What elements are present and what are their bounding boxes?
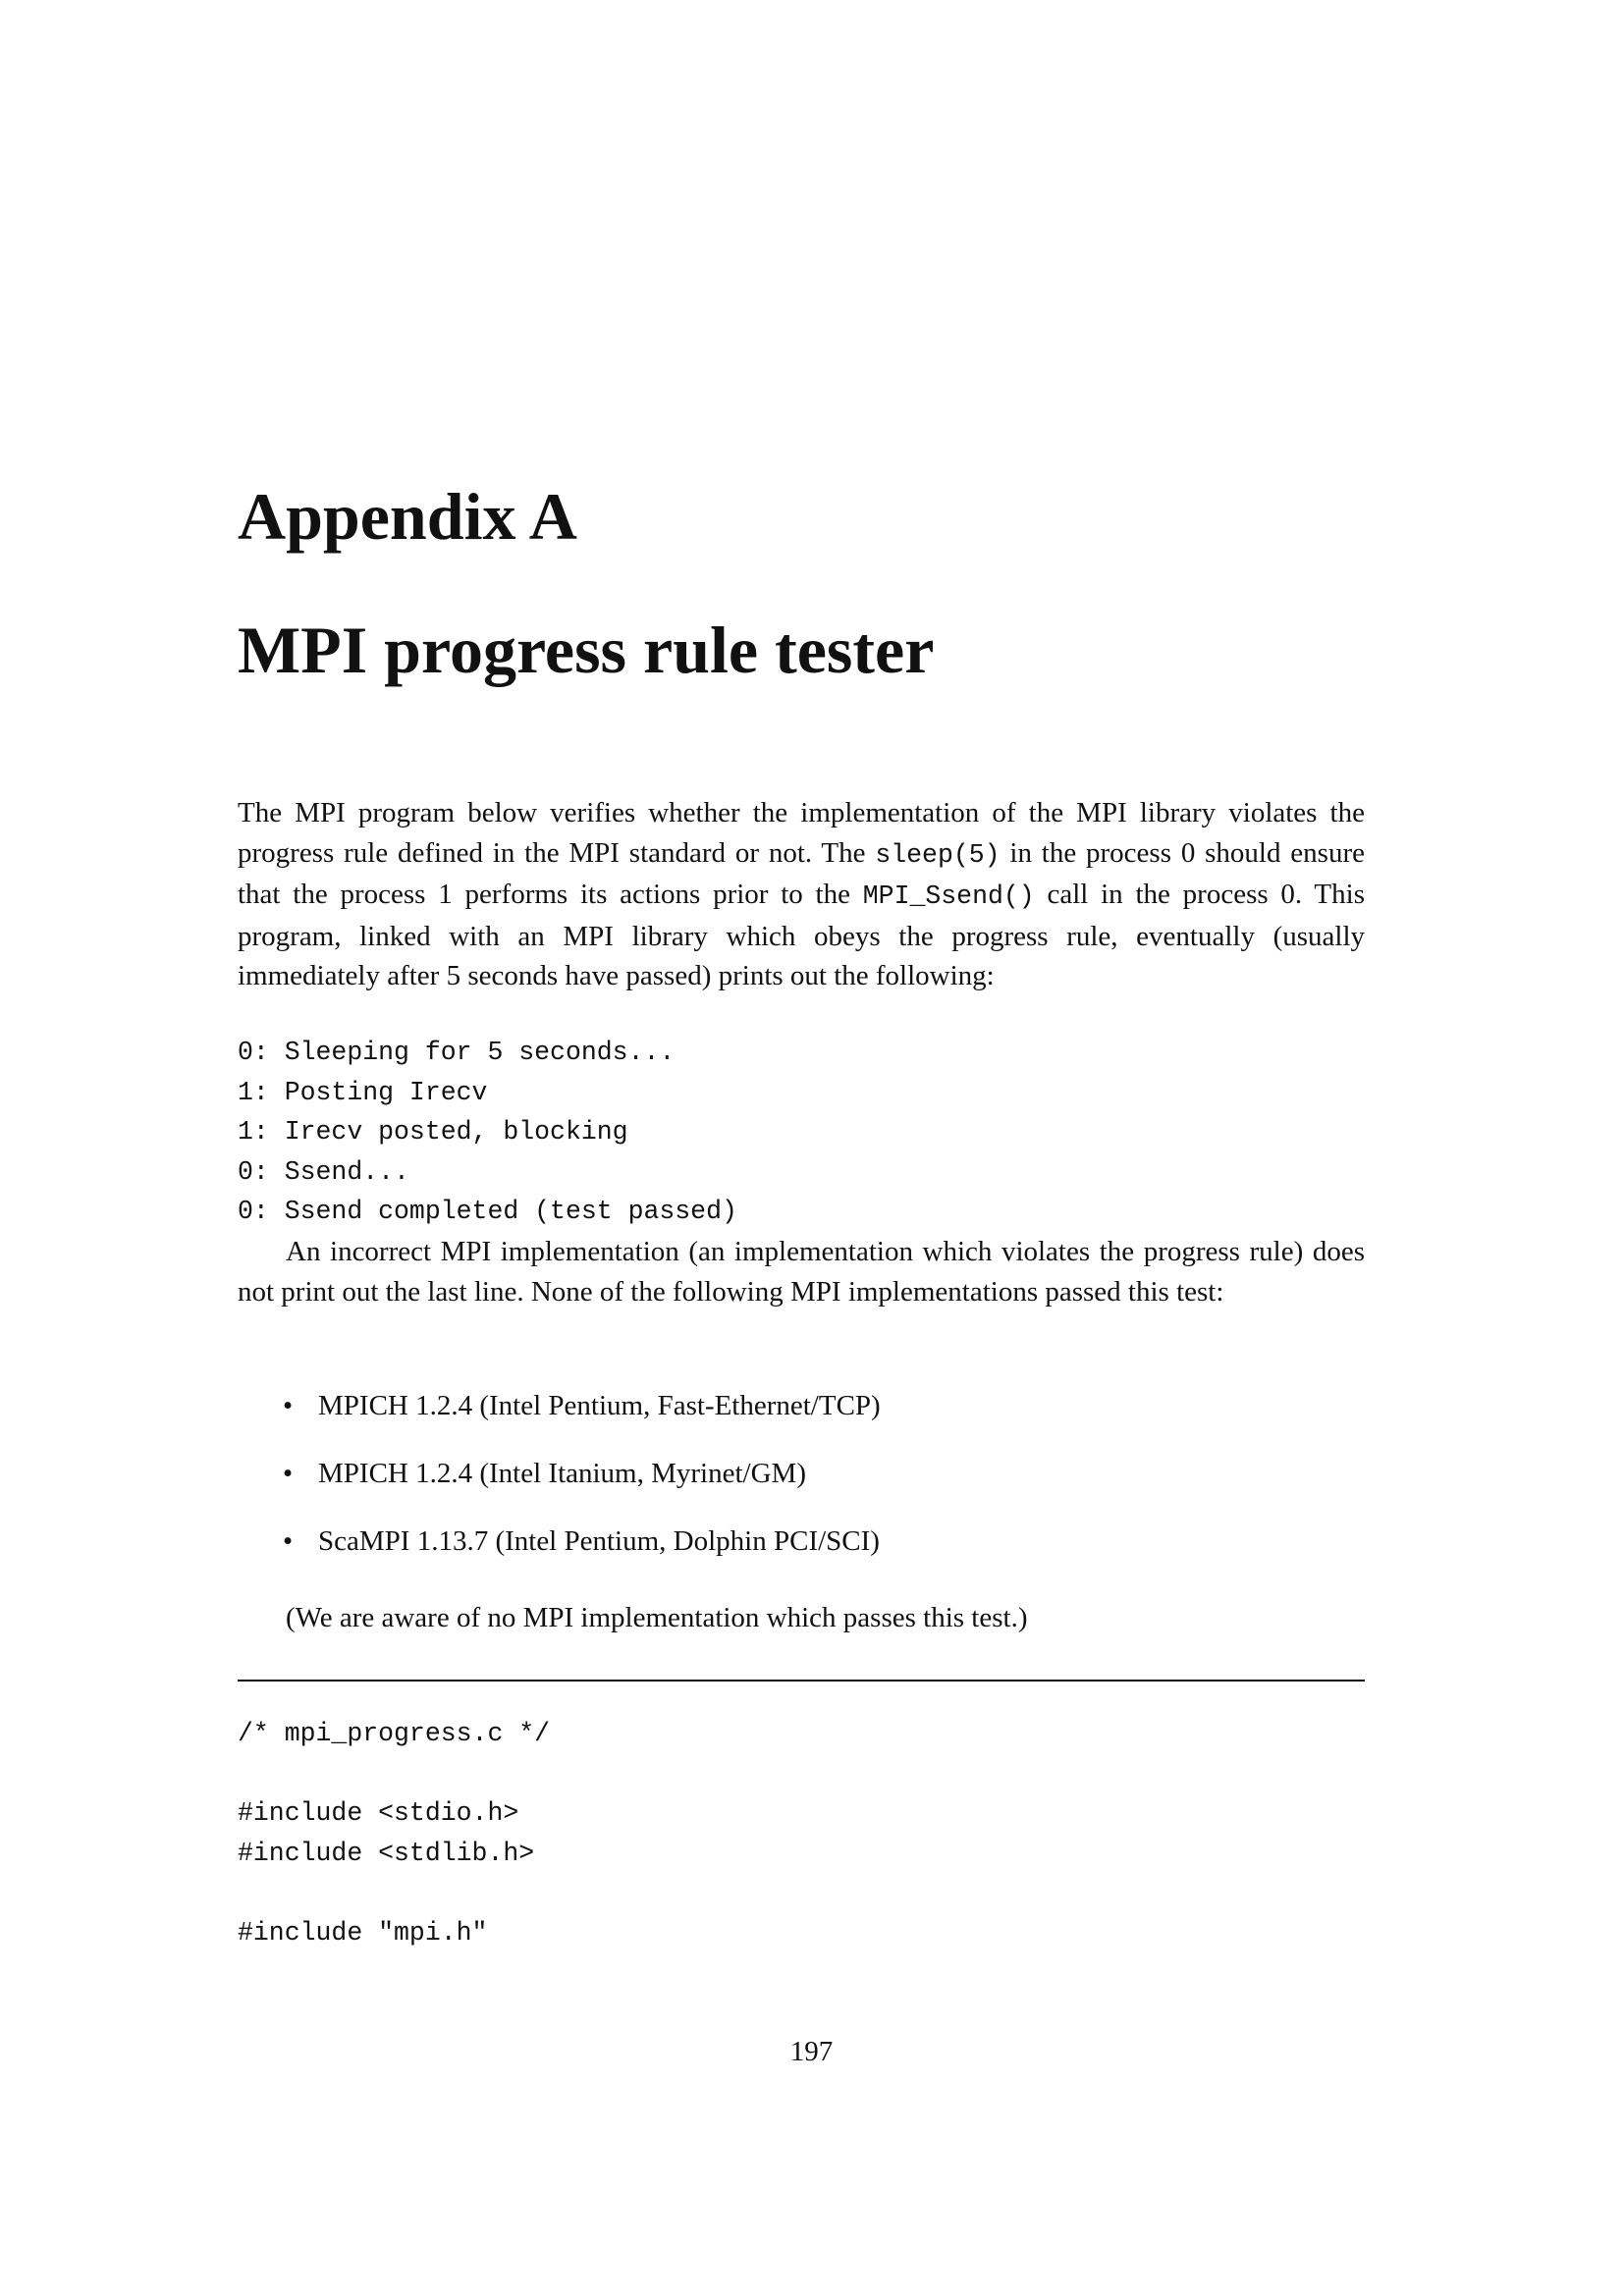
inline-code-ssend: MPI_Ssend() xyxy=(862,881,1035,912)
intro-text-1: The MPI program below verifies whether the implementation of the MPI library violates the progress rule defined in the MPI standard or not. The xyxy=(238,797,1365,869)
code-line: #include <stdlib.h> xyxy=(238,1838,535,1868)
list-item xyxy=(238,1522,1365,1562)
code-line: /* mpi_progress.c */ xyxy=(238,1719,551,1748)
bullet-icon: • xyxy=(283,1525,294,1558)
intro-paragraph xyxy=(238,793,1365,996)
inline-code-sleep: sleep(5) xyxy=(875,839,1001,870)
horizontal-rule xyxy=(238,1680,1365,1682)
code-line xyxy=(238,1873,1365,1913)
code-line: #include <stdio.h> xyxy=(238,1798,519,1829)
list-item-text: MPICH 1.2.4 (Intel Itanium, Myrinet/GM) xyxy=(318,1458,806,1490)
bullet-icon: • xyxy=(283,1458,294,1490)
output-line: 1: Irecv posted, blocking xyxy=(238,1117,628,1148)
list-item-text: ScaMPI 1.13.7 (Intel Pentium, Dolphin PCI/SCI) xyxy=(318,1525,880,1558)
output-line: 0: Ssend... xyxy=(238,1156,409,1187)
output-line: 1: Posting Irecv xyxy=(238,1077,488,1107)
bullet-icon: • xyxy=(283,1390,294,1421)
failed-implementations-list xyxy=(238,1386,1365,1589)
output-line: 0: Sleeping for 5 seconds... xyxy=(238,1038,676,1067)
output-line: 0: Ssend completed (test passed) xyxy=(238,1197,737,1227)
code-line: #include "mpi.h" xyxy=(238,1917,488,1948)
list-item xyxy=(238,1454,1365,1494)
chapter-title: MPI progress rule tester xyxy=(238,613,935,687)
closing-note: (We are aware of no MPI implementation which passes this test.) xyxy=(286,1602,1028,1633)
intro-text-3: call in the process 0. This program, linked with an MPI library which obeys the progress rule, eventually (usually immediately after 5 seconds have passed) prints out the following: xyxy=(238,879,1365,992)
program-output xyxy=(238,1033,1365,1232)
page-number: 197 xyxy=(789,2036,834,2067)
list-item xyxy=(238,1386,1365,1426)
source-code-listing xyxy=(238,1714,1365,1953)
list-item-text: MPICH 1.2.4 (Intel Pentium, Fast-Ethernet/TCP) xyxy=(318,1390,881,1421)
intro-text-2: in the process 0 should ensure that the process 1 performs its actions prior to the xyxy=(238,836,1365,911)
incorrect-paragraph: An incorrect MPI implementation (an implementation which violates the progress rule) does not print out the last line. None of the following MPI implementations passed this test: xyxy=(238,1236,1365,1308)
code-line xyxy=(238,1754,1365,1794)
appendix-label: Appendix A xyxy=(238,479,577,554)
